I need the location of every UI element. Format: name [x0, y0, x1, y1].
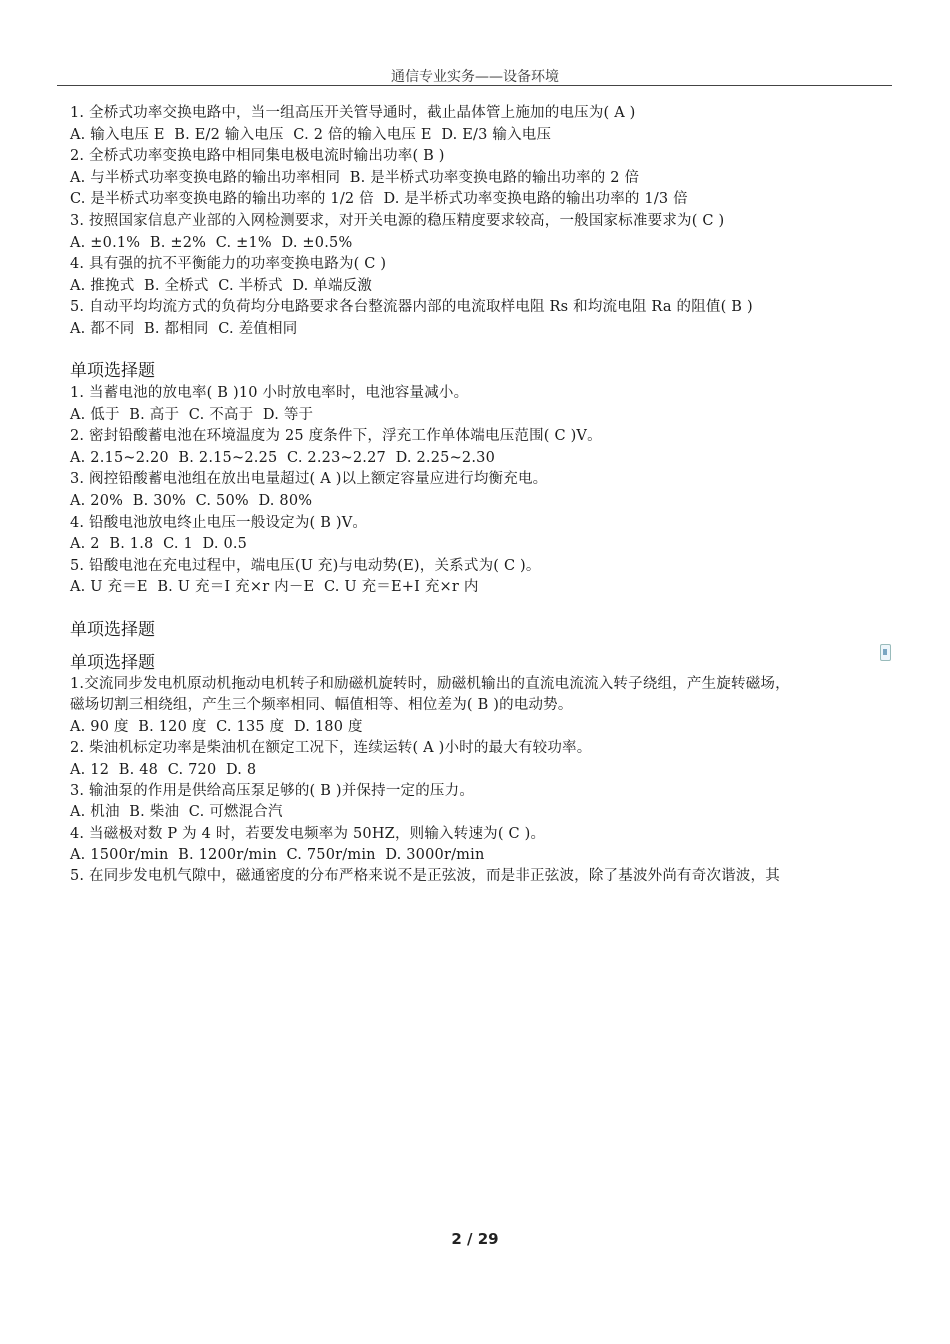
- answer-options: A. 2.15~2.20 B. 2.15~2.25 C. 2.23~2.27 D. 2.25~2.30: [70, 450, 496, 466]
- answer-options: A. ±0.1% B. ±2% C. ±1% D. ±0.5%: [70, 235, 353, 251]
- question-line: 3. 阀控铅酸蓄电池组在放出电量超过( A )以上额定容量应进行均衡充电。: [70, 471, 548, 487]
- page-header: 通信专业实务——设备环境: [391, 69, 559, 85]
- question-line: 2. 全桥式功率变换电路中相同集电极电流时输出功率( B ): [70, 148, 445, 164]
- section-heading: 单项选择题: [70, 361, 155, 381]
- answer-options: A. U 充＝E B. U 充＝I 充×r 内－E C. U 充＝E+I 充×r 内: [70, 579, 479, 595]
- answer-options: A. 输入电压 E B. E/2 输入电压 C. 2 倍的输入电压 E D. E/3 输入电压: [70, 127, 552, 143]
- header-divider: [57, 85, 892, 86]
- question-line: 5. 自动平均均流方式的负荷均分电路要求各台整流器内部的电流取样电阻 Rs 和均流电阻 Ra 的阻值( B ): [70, 299, 753, 315]
- question-line: 5. 铅酸电池在充电过程中，端电压(U 充)与电动势(E)，关系式为( C )。: [70, 558, 541, 574]
- question-line: 5. 在同步发电机气隙中，磁通密度的分布严格来说不是正弦波，而是非正弦波，除了基波外尚有奇次谐波，其: [70, 868, 780, 884]
- question-line: 磁场切割三相绕组，产生三个频率相同、幅值相等、相位差为( B )的电动势。: [70, 697, 573, 713]
- embedded-object-icon: [880, 644, 891, 661]
- question-line: 2. 柴油机标定功率是柴油机在额定工况下，连续运转( A )小时的最大有较功率。: [70, 740, 592, 756]
- answer-options: A. 与半桥式功率变换电路的输出功率相同 B. 是半桥式功率变换电路的输出功率的 2 倍: [70, 170, 640, 186]
- answer-options: A. 都不同 B. 都相同 C. 差值相同: [70, 321, 298, 337]
- question-line: 2. 密封铅酸蓄电池在环境温度为 25 度条件下，浮充工作单体端电压范围( C )V。: [70, 428, 602, 444]
- section-heading: 单项选择题: [70, 653, 155, 673]
- question-line: 1.交流同步发电机原动机拖动电机转子和励磁机旋转时，励磁机输出的直流电流流入转子绕组，产生旋转磁场，: [70, 676, 790, 692]
- question-line: 1. 当蓄电池的放电率( B )10 小时放电率时，电池容量减小。: [70, 385, 469, 401]
- answer-options: A. 低于 B. 高于 C. 不高于 D. 等于: [70, 407, 314, 423]
- section-heading: 单项选择题: [70, 620, 155, 640]
- answer-options: A. 机油 B. 柴油 C. 可燃混合汽: [70, 804, 283, 820]
- question-line: 4. 铅酸电池放电终止电压一般设定为( B )V。: [70, 515, 368, 531]
- page-number: 2 / 29: [451, 1230, 499, 1248]
- question-line: 3. 输油泵的作用是供给高压泵足够的( B )并保持一定的压力。: [70, 783, 475, 799]
- question-line: 4. 当磁极对数 P 为 4 时，若要发电频率为 50HZ，则输入转速为( C )。: [70, 826, 546, 842]
- answer-options: A. 推挽式 B. 全桥式 C. 半桥式 D. 单端反激: [70, 278, 373, 294]
- answer-options: A. 12 B. 48 C. 720 D. 8: [70, 762, 257, 778]
- question-line: 1. 全桥式功率交换电路中，当一组高压开关管导通时，截止晶体管上施加的电压为( A ): [70, 105, 636, 121]
- answer-options: A. 1500r/min B. 1200r/min C. 750r/min D. 3000r/min: [70, 847, 485, 863]
- answer-options: A. 2 B. 1.8 C. 1 D. 0.5: [70, 536, 248, 552]
- answer-options: A. 20% B. 30% C. 50% D. 80%: [70, 493, 313, 509]
- question-line: 4. 具有强的抗不平衡能力的功率变换电路为( C ): [70, 256, 387, 272]
- answer-options: C. 是半桥式功率变换电路的输出功率的 1/2 倍 D. 是半桥式功率变换电路的输出功率的 1/3 倍: [70, 191, 688, 207]
- question-line: 3. 按照国家信息产业部的入网检测要求，对开关电源的稳压精度要求较高，一般国家标准要求为( C ): [70, 213, 725, 229]
- answer-options: A. 90 度 B. 120 度 C. 135 度 D. 180 度: [70, 719, 363, 735]
